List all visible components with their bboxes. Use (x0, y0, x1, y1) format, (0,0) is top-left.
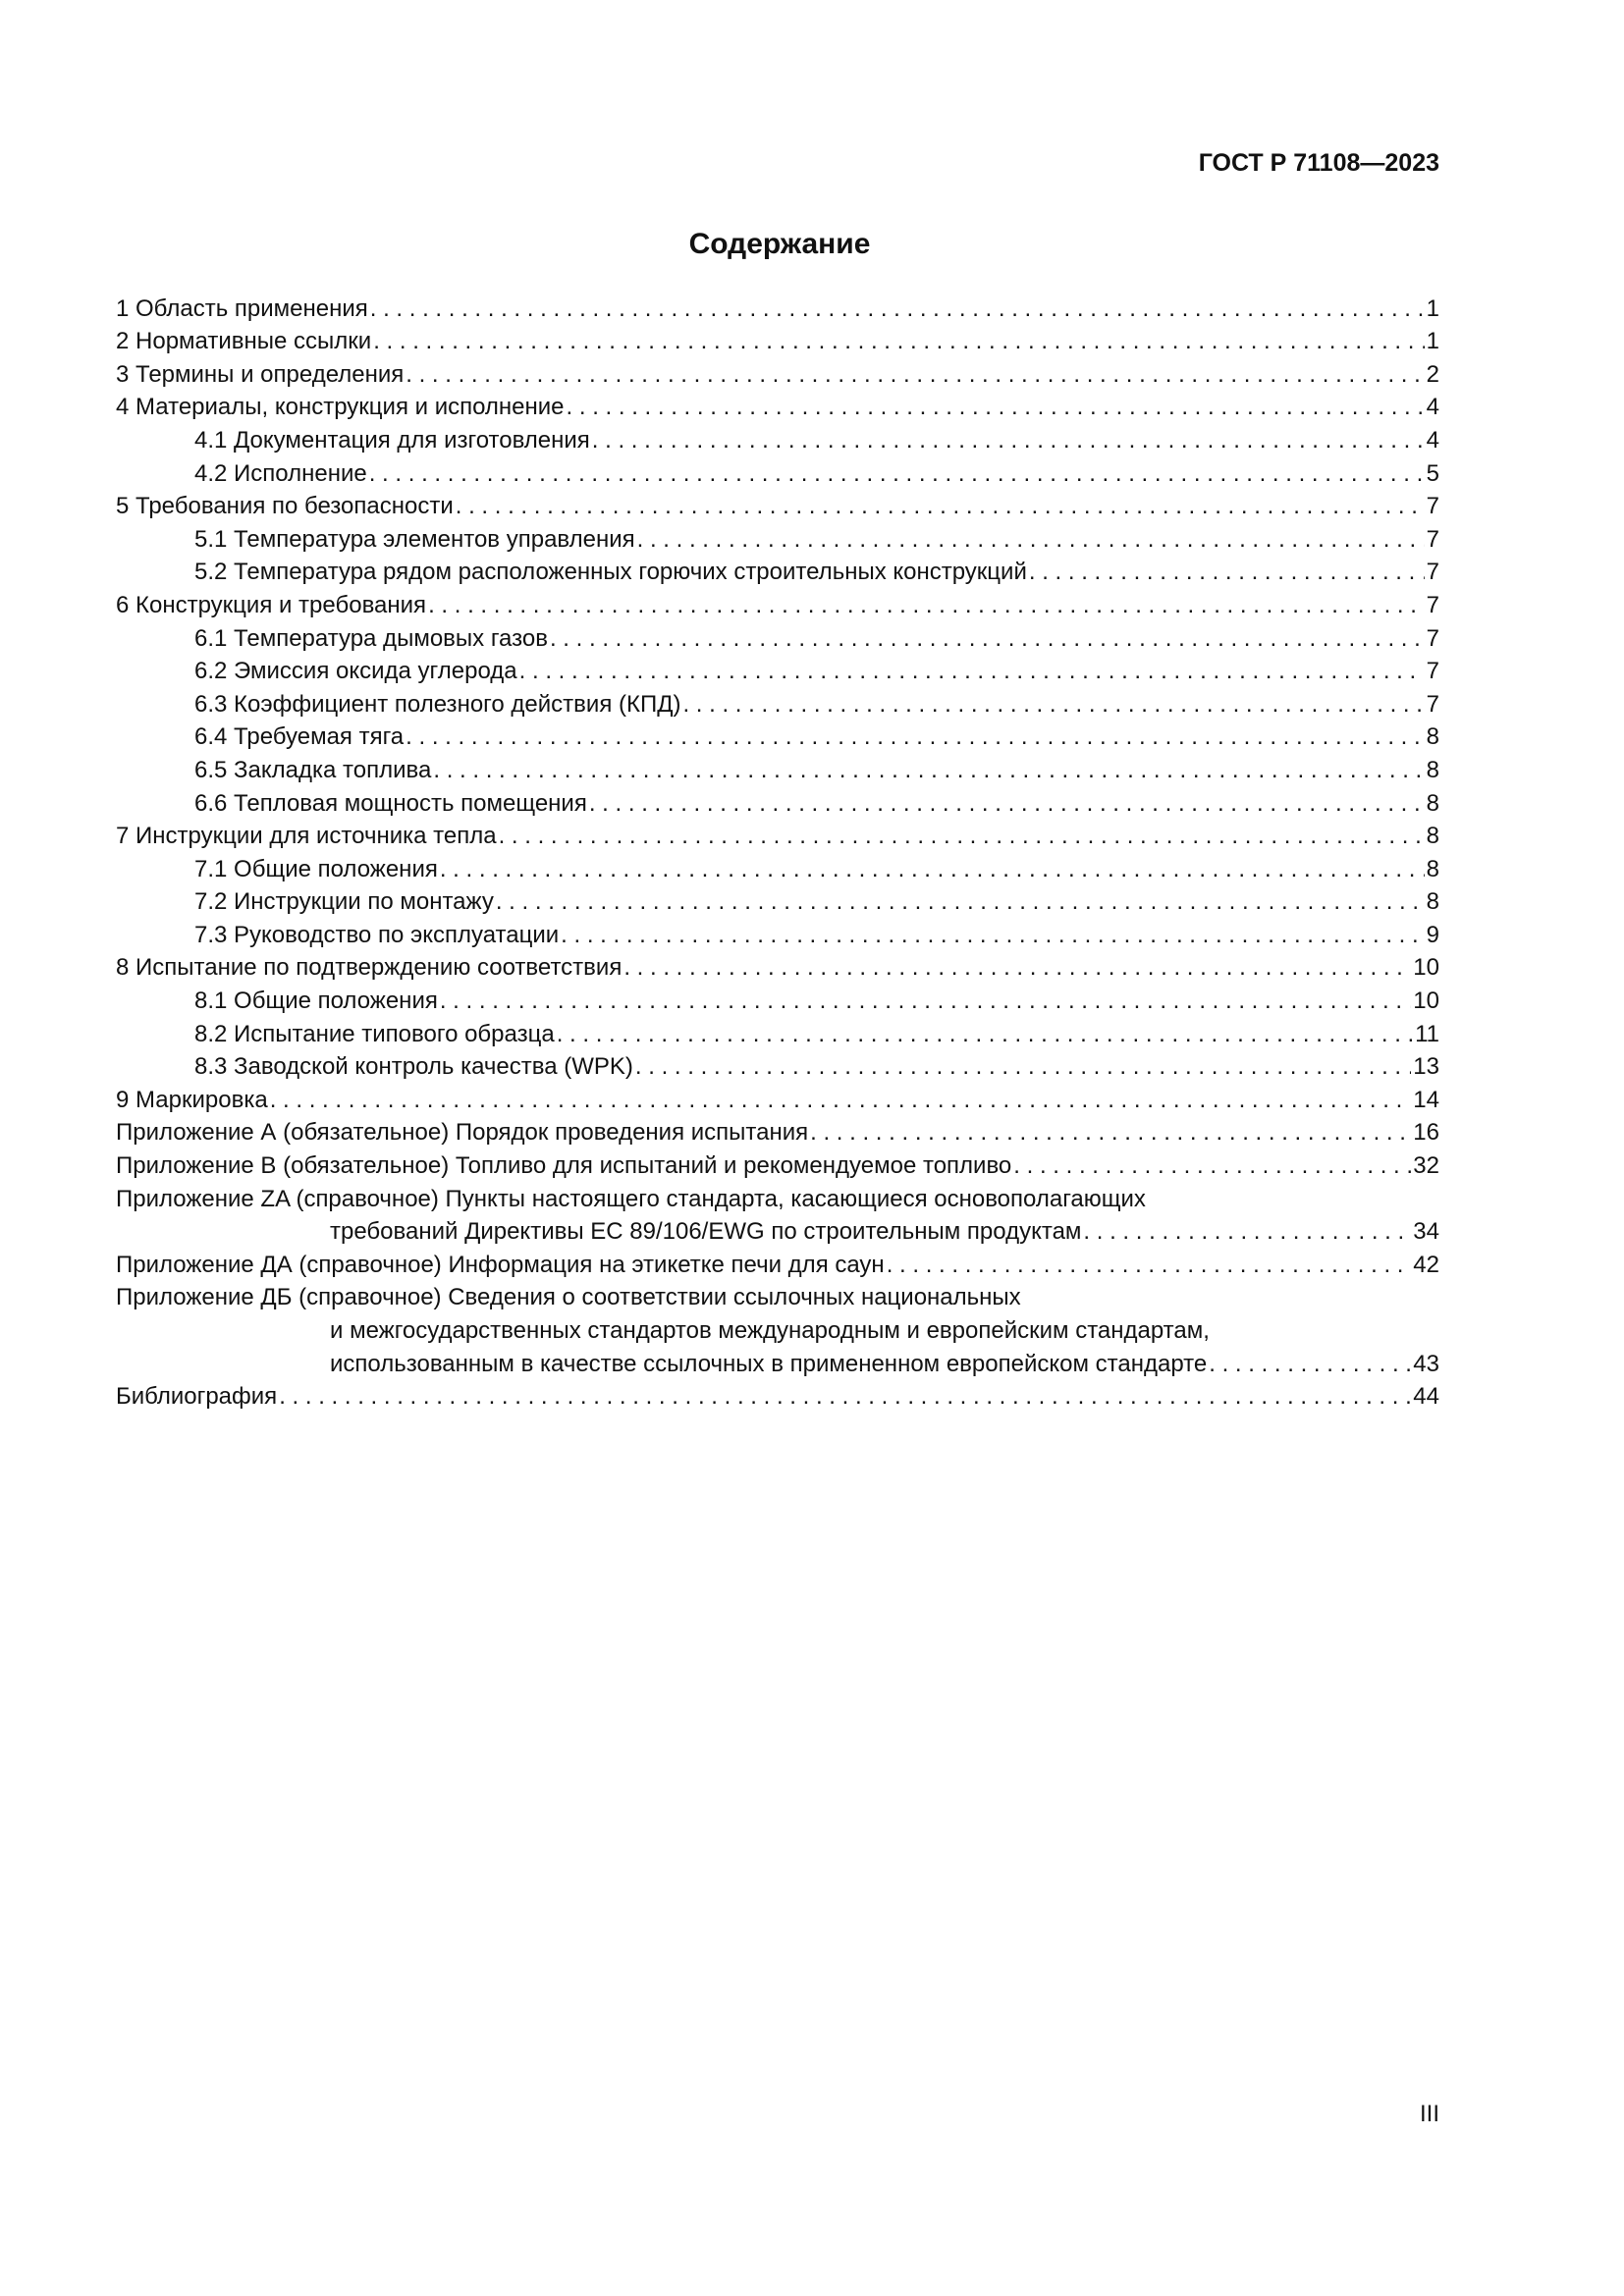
toc-entry[interactable] (116, 421, 1439, 454)
entry-title: 3 Термины и определения (116, 360, 405, 388)
entry-title-continuation: требований Директивы ЕС 89/106/EWG по строительным продуктам (330, 1218, 1082, 1246)
table-of-contents (116, 290, 1439, 1411)
entry-title: 7.3 Руководство по эксплуатации (194, 921, 560, 948)
entry-page: 13 (1413, 1053, 1439, 1081)
entry-title: 1 Область применения (116, 294, 368, 322)
toc-entry[interactable] (116, 290, 1439, 323)
entry-page: 7 (1426, 624, 1439, 652)
entry-title: 9 Маркировка (116, 1086, 268, 1113)
entry-page: 43 (1413, 1350, 1439, 1377)
toc-entry-continuation[interactable] (116, 1213, 1439, 1247)
toc-entry[interactable] (116, 1114, 1439, 1148)
dot-leader (456, 493, 1425, 520)
entry-title: Приложение А (обязательное) Порядок проведения испытания (116, 1119, 809, 1147)
toc-entry[interactable] (116, 554, 1439, 587)
entry-title: Библиография (116, 1383, 278, 1411)
toc-entry[interactable] (116, 323, 1439, 356)
toc-entry[interactable] (116, 1246, 1439, 1279)
toc-entry[interactable] (116, 1048, 1439, 1082)
entry-title: 6.2 Эмиссия оксида углерода (194, 658, 517, 685)
toc-entry[interactable] (116, 488, 1439, 521)
dot-leader (635, 1053, 1411, 1081)
entry-title: 4.2 Исполнение (194, 459, 367, 487)
entry-page: 7 (1426, 493, 1439, 520)
entry-title: 7.2 Инструкции по монтажу (194, 888, 494, 916)
entry-title-continuation: и межгосударственных стандартов международным и европейским стандартам, (330, 1317, 1210, 1344)
dot-leader (440, 856, 1425, 883)
entry-title: 2 Нормативные ссылки (116, 328, 372, 355)
entry-title: 8.3 Заводской контроль качества (WPK) (194, 1053, 633, 1081)
dot-leader (592, 427, 1425, 454)
entry-title: 6.3 Коэффициент полезного действия (КПД) (194, 690, 681, 718)
dot-leader (279, 1383, 1411, 1411)
dot-leader (406, 723, 1425, 751)
dot-leader (433, 757, 1424, 784)
dot-leader (561, 922, 1424, 949)
entry-page: 4 (1426, 426, 1439, 454)
document-code: ГОСТ Р 71108—2023 (1198, 149, 1439, 177)
toc-entry[interactable] (116, 916, 1439, 949)
dot-leader (1013, 1152, 1411, 1180)
toc-entry[interactable] (116, 1279, 1439, 1312)
dot-leader (406, 361, 1424, 389)
entry-page: 7 (1426, 658, 1439, 685)
dot-leader (519, 658, 1425, 685)
entry-title: 5.2 Температура рядом расположенных горючих строительных конструкций (194, 559, 1027, 586)
toc-entry[interactable] (116, 1378, 1439, 1412)
entry-page: 9 (1426, 921, 1439, 948)
entry-page: 8 (1426, 789, 1439, 817)
entry-title: Приложение ДБ (справочное) Сведения о соответствии ссылочных национальных (116, 1284, 1021, 1311)
entry-title: 6.4 Требуемая тяга (194, 723, 405, 751)
dot-leader (682, 691, 1424, 719)
toc-entry[interactable] (116, 586, 1439, 619)
entry-page: 7 (1426, 559, 1439, 586)
entry-title: 5 Требования по безопасности (116, 493, 454, 520)
toc-entry[interactable] (116, 784, 1439, 818)
entry-title: 6.1 Температура дымовых газов (194, 624, 548, 652)
toc-title: Содержание (688, 228, 871, 260)
toc-entry[interactable] (116, 751, 1439, 784)
dot-leader (567, 394, 1425, 421)
entry-title: Приложение ДА (справочное) Информация на этикетке печи для саун (116, 1251, 885, 1278)
entry-page: 7 (1426, 690, 1439, 718)
entry-page: 32 (1413, 1152, 1439, 1180)
dot-leader (1083, 1218, 1411, 1246)
entry-page: 7 (1426, 525, 1439, 553)
entry-page: 8 (1426, 855, 1439, 882)
toc-entry[interactable] (116, 1015, 1439, 1048)
entry-page: 1 (1426, 328, 1439, 355)
entry-title: 8.2 Испытание типового образца (194, 1020, 555, 1047)
toc-entry[interactable] (116, 818, 1439, 851)
toc-entry[interactable] (116, 850, 1439, 883)
toc-entry-continuation[interactable] (116, 1345, 1439, 1378)
dot-leader (589, 790, 1425, 818)
entry-title: 6.6 Тепловая мощность помещения (194, 789, 587, 817)
entry-page: 14 (1413, 1086, 1439, 1113)
entry-title: 4.1 Документация для изготовления (194, 426, 590, 454)
entry-page: 8 (1426, 888, 1439, 916)
entry-page: 10 (1413, 988, 1439, 1015)
entry-page: 34 (1413, 1218, 1439, 1246)
entry-title: 6 Конструкция и требования (116, 591, 427, 618)
toc-entry[interactable] (116, 1180, 1439, 1213)
entry-title: 8 Испытание по подтверждению соответствия (116, 954, 623, 982)
entry-page: 42 (1413, 1251, 1439, 1278)
entry-page: 11 (1415, 1020, 1439, 1047)
toc-entry[interactable] (116, 454, 1439, 488)
dot-leader (440, 988, 1411, 1015)
toc-entry[interactable] (116, 1081, 1439, 1114)
toc-entry[interactable] (116, 653, 1439, 686)
page-number: III (1419, 2101, 1439, 2127)
entry-page: 8 (1426, 723, 1439, 751)
entry-page: 5 (1426, 459, 1439, 487)
entry-title: 8.1 Общие положения (194, 988, 438, 1015)
toc-entry[interactable] (116, 619, 1439, 653)
entry-page: 16 (1413, 1119, 1439, 1147)
entry-title: Приложение ZA (справочное) Пункты настоящего стандарта, касающиеся основополагающих (116, 1185, 1146, 1212)
toc-entry[interactable] (116, 389, 1439, 422)
toc-entry[interactable] (116, 719, 1439, 752)
dot-leader (550, 625, 1425, 653)
dot-leader (1029, 559, 1425, 586)
entry-page: 8 (1426, 823, 1439, 850)
dot-leader (270, 1087, 1412, 1114)
entry-title: 7.1 Общие положения (194, 855, 438, 882)
dot-leader (496, 888, 1425, 916)
dot-leader (369, 460, 1425, 488)
entry-page: 1 (1426, 294, 1439, 322)
entry-title: 5.1 Температура элементов управления (194, 525, 635, 553)
toc-entry[interactable] (116, 982, 1439, 1015)
toc-entry[interactable] (116, 520, 1439, 554)
toc-entry[interactable] (116, 1147, 1439, 1180)
entry-page: 7 (1426, 591, 1439, 618)
dot-leader (1209, 1351, 1411, 1378)
entry-page: 10 (1413, 954, 1439, 982)
entry-title-continuation: использованным в качестве ссылочных в примененном европейском стандарте (330, 1350, 1208, 1377)
dot-leader (810, 1119, 1411, 1147)
toc-entry[interactable] (116, 355, 1439, 389)
entry-page: 4 (1426, 394, 1439, 421)
dot-leader (887, 1252, 1412, 1279)
toc-entry[interactable] (116, 685, 1439, 719)
toc-entry[interactable] (116, 883, 1439, 917)
entry-title: Приложение В (обязательное) Топливо для испытаний и рекомендуемое топливо (116, 1152, 1012, 1180)
entry-title: 7 Инструкции для источника тепла (116, 823, 497, 850)
entry-title: 4 Материалы, конструкция и исполнение (116, 394, 565, 421)
entry-page: 44 (1413, 1383, 1439, 1411)
entry-title: 6.5 Закладка топлива (194, 756, 432, 783)
dot-leader (557, 1021, 1413, 1048)
toc-entry-continuation[interactable] (116, 1311, 1439, 1345)
dot-leader (623, 954, 1411, 982)
dot-leader (373, 328, 1424, 355)
toc-entry[interactable] (116, 949, 1439, 983)
dot-leader (370, 295, 1425, 323)
dot-leader (499, 823, 1425, 850)
dot-leader (428, 592, 1425, 619)
entry-page: 2 (1426, 360, 1439, 388)
dot-leader (637, 526, 1425, 554)
entry-page: 8 (1426, 756, 1439, 783)
